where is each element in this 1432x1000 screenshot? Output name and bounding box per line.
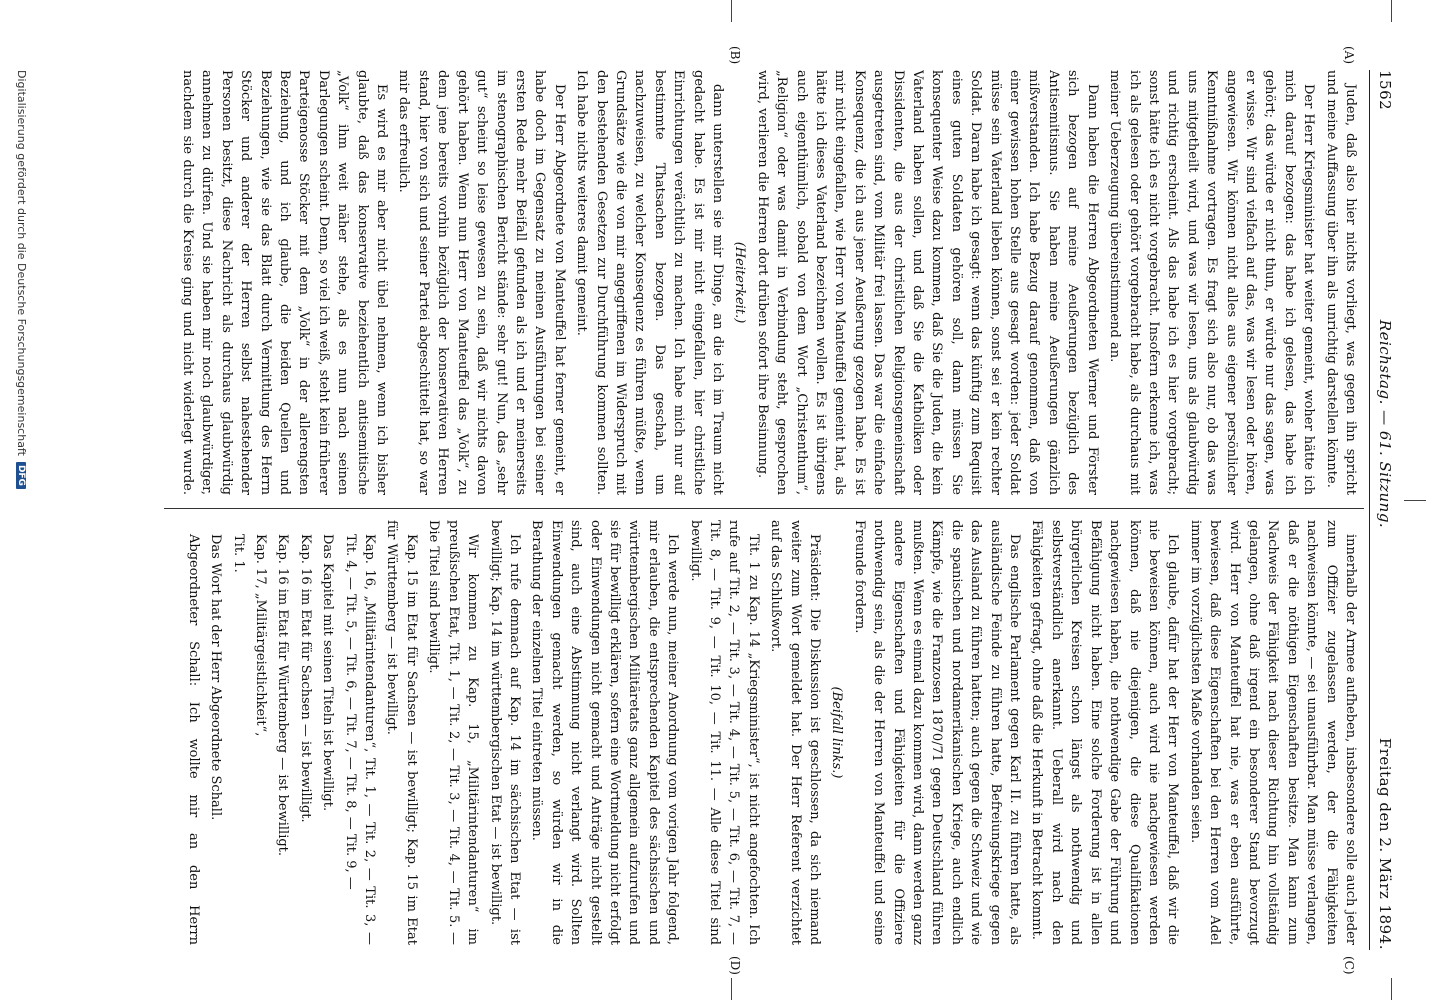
- crop-mark: [731, 978, 732, 1000]
- paragraph: Ich glaube, dafür hat der Herr von Manteuffel, daß wir die nie beweisen können, auch wird nie nachgewiesen werden können, daß nie diejenigen, die diese Qualifikationen nachgewiesen haben, die nothwendige Gabe der Führung und Befähigung nicht haben. Eine solche Forderung ist in allen bürgerlichen Kreisen schon längst als nothwendig und selbstverständlich anerkannt. Ueberall wird nach den Fähigkeiten gefragt, ohne daß die Herkunft in Betracht kommt.: [1029, 520, 1181, 945]
- margin-mark-b: (B): [728, 46, 742, 65]
- paragraph: Kap. 16, „Militärintendanturen“, Tit. 1, — Tit. 2, — Tit. 3, — Tit. 4, — Tit. 5, — Tit. 6, — Tit. 7, — Tit. 8, — Tit. 9, —: [342, 534, 378, 945]
- paragraph: dann unterstellen sie mir Dinge, an die ich im Traum nicht gedacht habe. Es ist mir nicht eingefallen, hier christliche Einrichtungen verächtlich zu machen. Ich habe mich nur auf bestimmte Thatsachen bezogen. Das geschah, um nachzuweisen, zu welcher Konsequenz es führen müßte, wenn Grundsätze wie die von mir angegriffenen im Widerspruch mit den bestehenden Gesetzen zur Durchführung kommen sollten. Ich habe nichts weiteres damit gemeint.: [574, 70, 725, 495]
- paragraph: Das Wort hat der Herr Abgeordnete Schall.: [208, 534, 224, 821]
- paragraph: Wir kommen zu Kap. 15, „Militärintendanturen“ im preußischen Etat, Tit. 1, — Tit. 2, — Tit. 3, — Tit. 4, — Tit. 5. — Die Titel sind bewilligt.: [426, 520, 481, 945]
- paragraph: Juden, daß also hier nichts vorliegt, was gegen ihn spricht und meine Auffassung über ihn als unrichtig darstellen könnte.: [1323, 70, 1358, 495]
- paragraph: Der Herr Abgeordnete von Manteuffel hat ferner gemeint, er habe doch im Gegensatz zu meinen Ausführungen bei seiner ersten Rede mehr Beifall gefunden als ich und er meinerseits im stenographischen Bericht stände: sehr gut! Nun, das „sehr gut“ scheint so leise gewesen zu sein, daß wir nichts davon gehört haben. Wenn nun Herr von Manteuffel das „Volk“, zu dem jene bereits vorhin bezüglich der konservativen Herren stand, hier von sich und seiner Partei abgeschüttelt hat, so war mir das erfreulich.: [396, 70, 567, 495]
- paragraph: Tit. 1.: [230, 534, 246, 573]
- paragraph: Dann haben die Herren Abgeordneten Werner und Förster sich bezogen auf meine Aeußerungen bezüglich des Antisemitismus. Sie haben meine Aeußerungen gänzlich mißverstanden. Ich habe Bezug darauf genommen, daß von einer gewissen hohen Stelle aus gesagt worden: jeder Soldat müsse sein Vaterland lieben können, sonst sei er kein rechter Soldat. Daran habe ich gesagt: wenn das künftig zum Requisit eines guten Soldaten gehören soll, dann müssen Sie konsequenter Weise dazu kommen, daß Sie die Juden, die kein Vaterland haben sollen, und daß Sie die Katholiken oder Dissidenten, die aus der christlichen Religionsgemeinschaft ausgetreten sind, vom Militär frei lassen. Das war die einfache Konsequenz, die ich aus jener Aeußerung gezogen habe. Es ist mir nicht eingefallen, wie Herr von Manteuffel gemeint hat, als hätte ich dieses Vaterland bezeichnen wollen. Es ist übrigens auch eigenthümlich, sobald von dem Wort „Christenthum“, „Religion“ oder was damit in Verbindung steht, gesprochen wird, verlieren die Herren dort drüben sofort ihre Besinnung.: [754, 70, 1100, 495]
- session-date: Freitag den 2. März 1894.: [1376, 737, 1394, 950]
- paragraph: Kap. 16 im Etat für Württemberg — ist bewilligt.: [275, 534, 291, 857]
- page-header: [1374, 70, 1396, 950]
- session-title: Reichstag. — 61. Sitzung.: [1376, 319, 1394, 529]
- crop-mark: [731, 0, 732, 22]
- paragraph: Der Herr Kriegsminister hat weiter gemeint, woher hätte ich mich darauf bezogen: das habe ich gelesen, das habe ich gehört; das würde er nicht thun, er würde nur das sagen, was er wisse. Wir sind vielfach auf das, was wir lesen oder hören, angewiesen. Wir können nicht alles aus eigener persönlicher Kenntnißnahme vortragen. Es fragt sich also nur, ob das was uns mitgetheilt wird, und was wir lesen, uns als glaubwürdig und richtig erscheint. Als das habe ich es hier vorgebracht; sonst hätte ich es nicht vorgebracht. Insofern erkenne ich, was ich als gelesen oder gehört vorgebracht habe, als durchaus mit meiner Ueberzeugung übereinstimmend an.: [1107, 70, 1317, 495]
- paragraph: Kap. 17, „Militärgeistlichkeit“,: [253, 534, 269, 737]
- paragraph: Das englische Parlament gegen Karl II. zu führen hatte, als ausländische Feinde zu führen hatte, Befreiungskriege gegen das Ausland zu führen hatten; auch gegen die Schweiz und wie die spanischen und nordamerikanischen Kriege, auch endlich Kämpfe, wie die Franzosen 1870/71 gegen Deutschland führen mußten. Wenn es einmal dazu kommen wird, dann werden ganz andere Eigenschaften und Fähigkeiten für die Offiziere nothwendig sein, als die der Herren von Manteuffel und seine Freunde fordern.: [851, 520, 1023, 945]
- paragraph: Das Kapitel mit seinen Titeln ist bewilligt.: [320, 534, 336, 812]
- paragraph: Ich rufe demnach auf Kap. 14 im sächsischen Etat — ist bewilligt; Kap. 14 im württembergischen Etat — ist bewilligt.: [487, 520, 522, 945]
- dfg-logo-icon: DFG: [17, 462, 27, 489]
- digitization-credit-text: Digitalisierung gefördert durch die Deutsche Forschungsgemeinschaft: [15, 70, 28, 456]
- margin-mark-c: (C): [1342, 956, 1356, 975]
- crop-mark: [1391, 978, 1392, 1000]
- paragraph: Tit. 1 zu Kap. 14 „Kriegsminister“, ist nicht angefochten. Ich rufe auf Tit. 2, — Tit. 3, — Tit. 4, — Tit. 5, — Tit. 6, — Tit. 7, — Tit. 8, — Tit. 9, — Tit. 10, — Tit. 11. — Alle diese Titel sind bewilligt.: [687, 520, 761, 945]
- stage-direction: (Beifall links.): [829, 686, 845, 779]
- right-column: [180, 520, 1360, 945]
- paragraph: innerhalb der Armee aufheben, insbesondere solle auch jeder zum Offizier zugelassen werden, der die Fähigkeiten nachweisen könnte, — sei unausführbar. Man müsse verlangen, daß er die nöthigen Eigenschaften besitze. Man kann zum Nachweis der Fähigkeit nach dieser Richtung hin vollständig gelangen, ohne daß irgend ein besonderer Stand bevorzugt wird. Herr von Manteuffel hat nie, was er eben ausführte, bewiesen, daß diese Eigenschaften bei den Herren vom Adel immer im vorzüglichsten Maße vorhanden seien.: [1187, 520, 1358, 945]
- margin-mark-d: (D): [728, 956, 742, 975]
- page-number: 1562: [1376, 70, 1394, 111]
- paragraph: Abgeordneter Schall: Ich wollte mir an den Herrn: [185, 534, 201, 945]
- digitization-credit: [15, 70, 28, 489]
- left-column: [180, 70, 1360, 495]
- crop-mark: [1391, 0, 1392, 22]
- margin-mark-a: (A): [1342, 46, 1356, 65]
- paragraph: Ich werde nun, meiner Anordnung vom vorigen Jahr folgend, mir erlauben, die entsprechenden Kapitel des sächsischen und württembergischen Militäretats ganz allgemein aufzurufen und sie für bewilligt erklären, sofern eine Wortmeldung nicht erfolgt oder Einwendungen nicht gemacht und Anträge nicht gestellt sind, auch eine Abstimmung nicht verlangt wird. Sollten Einwendungen gemacht werden, so würden wir in die Berathung der einzelnen Titel eintreten müssen.: [529, 520, 681, 945]
- stage-direction: (Heiterkeit.): [732, 241, 748, 324]
- crop-mark: [1404, 500, 1426, 501]
- paragraph: Präsident: Die Diskussion ist geschlossen, da sich niemand weiter zum Wort gemeldet hat. Der Herr Referent verzichtet auf das Schlußwort.: [768, 520, 823, 945]
- paragraph: Es wird es mir aber nicht übel nehmen, wenn ich bisher glaubte, daß das konservative beziehentlich antisemitische „Volk“ ihm weit näher stehe, als es nun nach seinen Darlegungen scheint. Denn, so viel ich weiß, steht kein früherer Parteigenosse Stöcker mit dem „Volk“ in der allerengsten Beziehung, und ich glaube, die beiden Quellen und Beziehungen, wie sie das Blatt durch Vermittlung des Herrn Stöcker und anderer der Herren selbst nahestehender Personen besitzt, diese Nachricht als durchaus glaubwürdig annehmen zu dürfen. Und sie haben mir noch glaubwürdiger, nachdem sie durch die Kreise ging und nicht widerlegt wurde.: [180, 70, 390, 495]
- paragraph: Kap. 15 im Etat für Sachsen — ist bewilligt; Kap. 15 im Etat für Württemberg — ist bewilligt.: [384, 520, 419, 945]
- paragraph: Kap. 16 im Etat für Sachsen — ist bewilligt.: [297, 534, 313, 823]
- column-divider: [164, 508, 1364, 509]
- header-rule: [1369, 70, 1370, 950]
